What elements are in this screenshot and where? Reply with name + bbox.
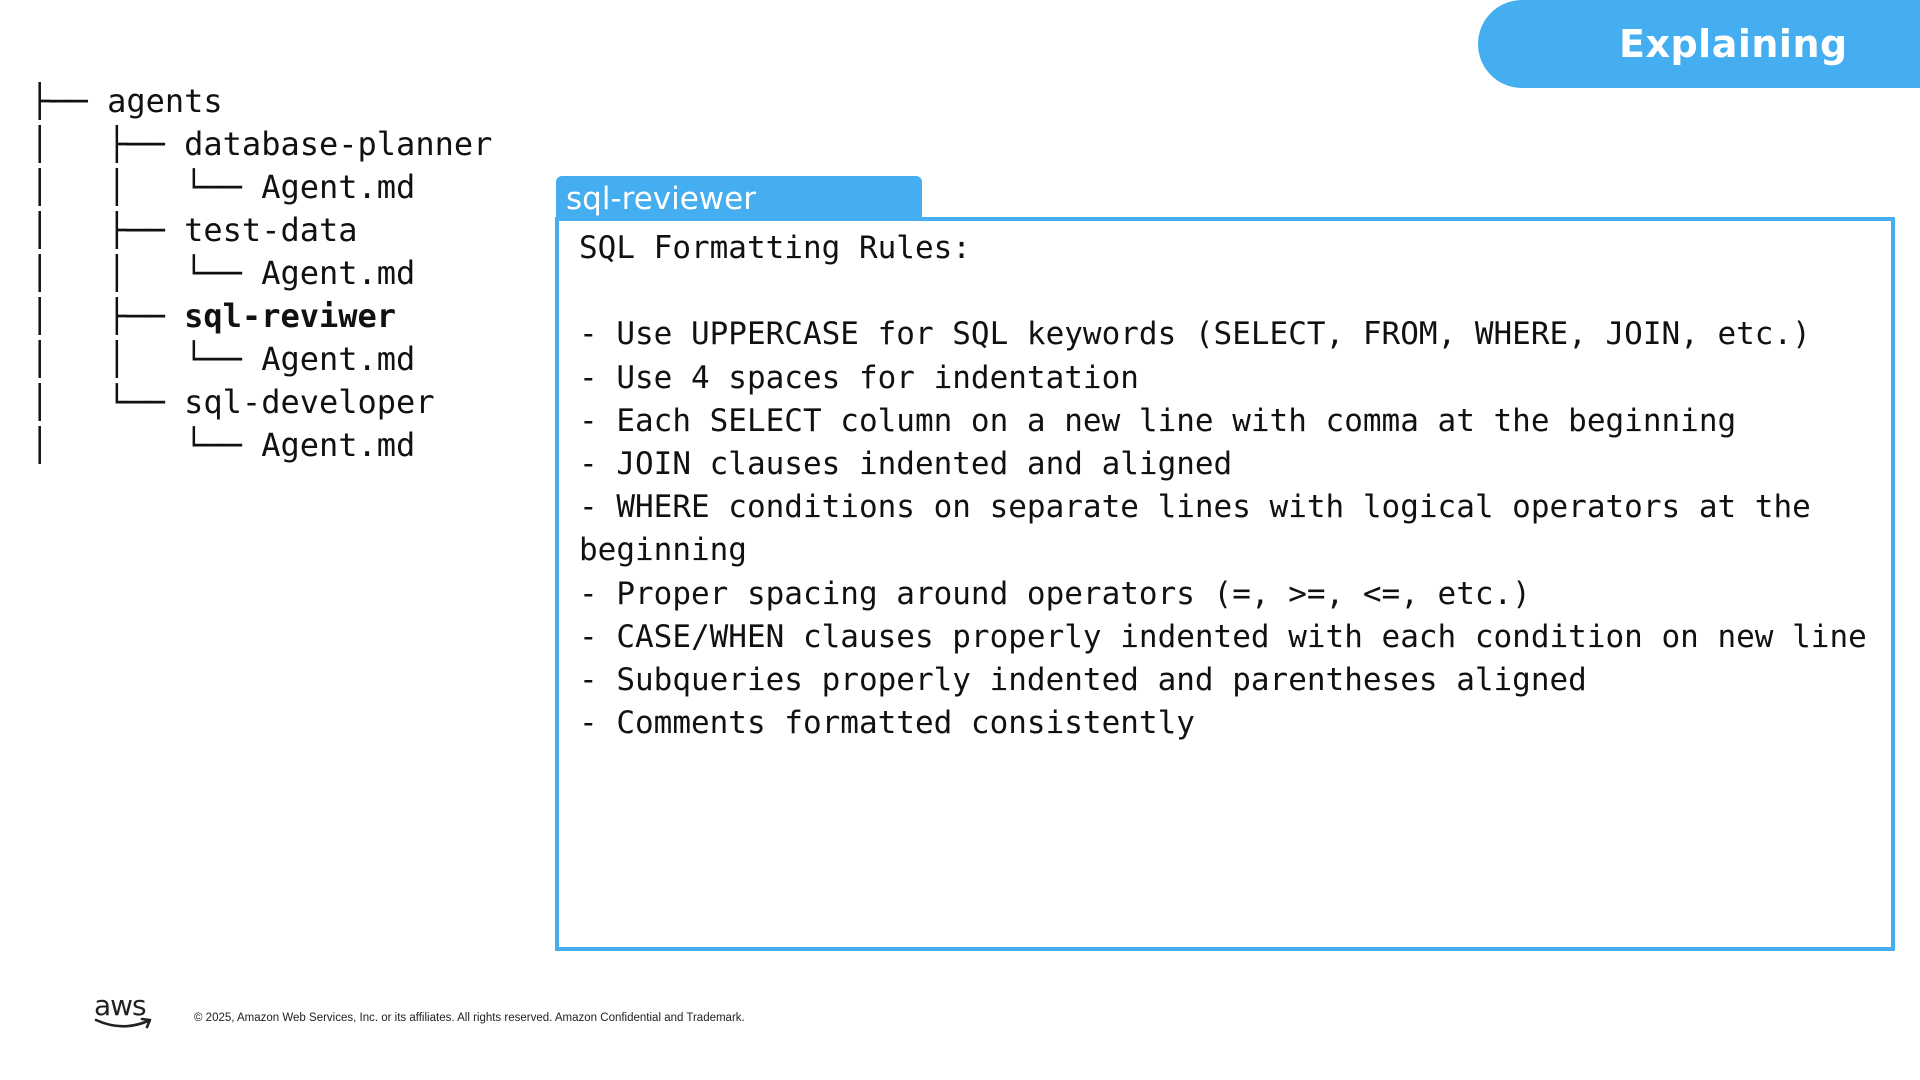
tree-connector: ├── [30, 82, 108, 120]
badge-label: Explaining [1619, 22, 1848, 66]
aws-smile-icon [94, 1016, 158, 1032]
tree-line [30, 295, 492, 338]
tree-connector: │ │ └── [30, 340, 262, 378]
tree-line [30, 209, 492, 252]
tree-line [30, 338, 492, 381]
tree-node-agent-file: Agent.md [261, 168, 416, 206]
tree-connector: │ └── [30, 426, 262, 464]
copyright-notice: © 2025, Amazon Web Services, Inc. or its affiliates. All rights reserved. Amazon Confidential and Trademark. [194, 1012, 745, 1024]
panel-content: SQL Formatting Rules: - Use UPPERCASE for SQL keywords (SELECT, FROM, WHERE, JOIN, etc.) - Use 4 spaces for indentation - Each SELECT column on a new line with comma at the beginning - JOIN clauses indented and aligned - WHERE conditions on separate lines with logical operators at the beginning - Proper spacing around operators (=, >=, <=, etc.) - CASE/WHEN clauses properly indented with each condition on new line - Subqueries properly indented and parentheses aligned - Comments formatted consistently [579, 230, 1867, 742]
tree-node-agent-file: Agent.md [261, 426, 416, 464]
tree-line [30, 252, 492, 295]
tree-line [30, 381, 492, 424]
explaining-badge [1478, 0, 1920, 88]
aws-logo [92, 989, 156, 1036]
tree-node-sql-reviwer: sql-reviwer [184, 297, 397, 335]
tree-connector: │ └── [30, 383, 185, 421]
tree-line [30, 80, 492, 123]
tree-connector: │ │ └── [30, 168, 262, 206]
tree-node-agent-file: Agent.md [261, 254, 416, 292]
tree-node-test-data: test-data [184, 211, 358, 249]
agent-content-panel [555, 217, 1895, 951]
tree-node-database-planner: database-planner [184, 125, 493, 163]
tree-connector: │ ├── [30, 297, 185, 335]
tree-connector: │ │ └── [30, 254, 262, 292]
tree-line [30, 123, 492, 166]
panel-tab-label: sql-reviewer [566, 181, 756, 217]
aws-logo-text: aws [94, 989, 146, 1022]
tree-node-sql-developer: sql-developer [184, 383, 435, 421]
directory-tree [30, 80, 492, 467]
tree-node-agent-file: Agent.md [261, 340, 416, 378]
tree-line [30, 166, 492, 209]
tree-connector: │ ├── [30, 125, 185, 163]
tree-line [30, 424, 492, 467]
tree-node-agents: agents [107, 82, 223, 120]
panel-tab [556, 176, 922, 220]
tree-connector: │ ├── [30, 211, 185, 249]
